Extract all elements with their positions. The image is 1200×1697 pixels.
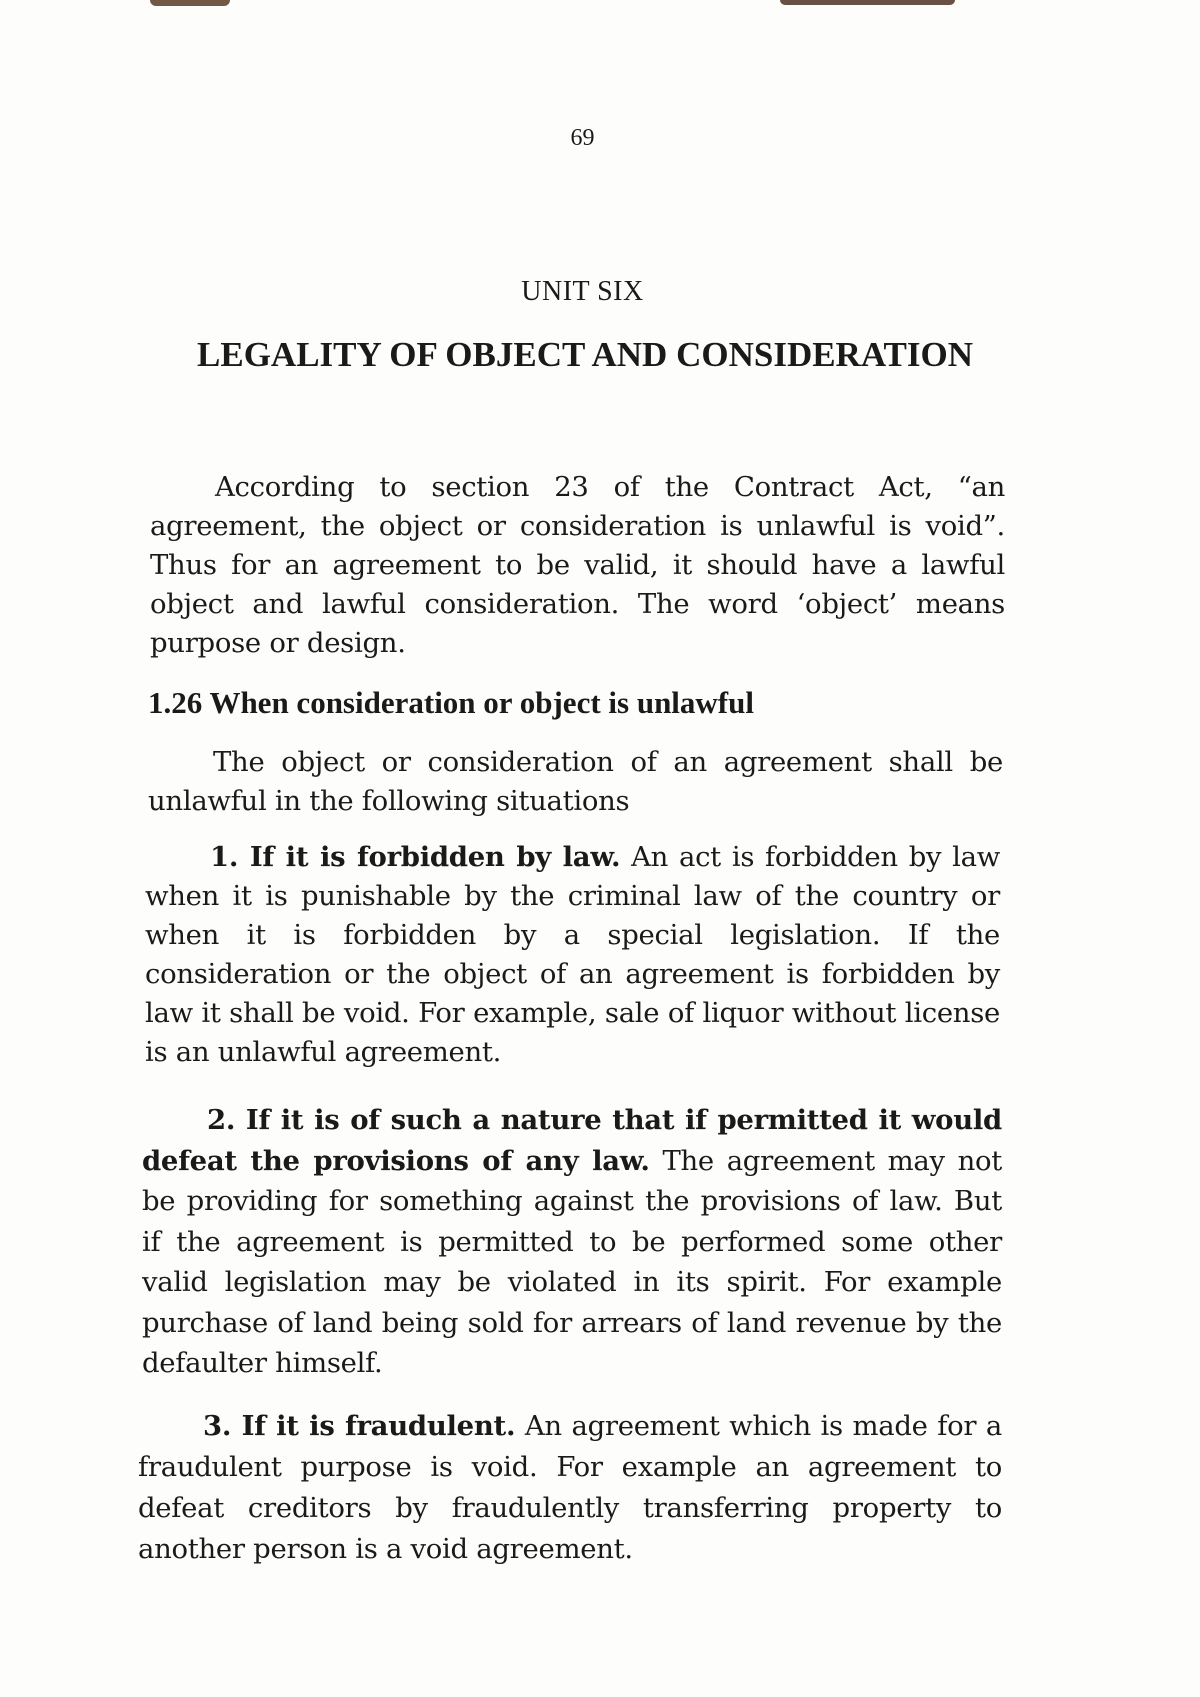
list-item-lead: 3. If it is fraudulent. — [203, 1410, 516, 1442]
scan-edge-shadow-left — [150, 0, 230, 6]
unit-title: LEGALITY OF OBJECT AND CONSIDERATION — [197, 335, 973, 374]
list-item-lead: 2. If it is of such a nature that if permitted it would defeat the provisions of any law. — [142, 1104, 1002, 1177]
page-number: 69 — [570, 125, 595, 151]
list-item-text: An act is forbidden by law when it is punishable by the criminal law of the country or when it is forbidden by a special legislation. If the consideration or the object of an agreement is forbidden by law it shall be void. For example, sale of liquor without license is an unlawful agreement. — [145, 841, 1000, 1068]
list-item-fraudulent — [138, 1406, 1002, 1570]
unit-label: UNIT SIX — [521, 276, 644, 307]
list-item-defeats-law — [142, 1100, 1002, 1384]
list-item-text: An agreement which is made for a fraudulent purpose is void. For example an agreement to defeat creditors by fraudulently transferring property to another person is a void agreement. — [138, 1410, 1002, 1565]
list-item-forbidden-by-law — [145, 838, 1000, 1072]
list-item-text: The agreement may not be providing for something against the provisions of law. But if the agreement is permitted to be performed some other valid legislation may be violated in its spirit. For example purchase of land being sold for arrears of land revenue by the defaulter himself. — [142, 1144, 1003, 1379]
intro-paragraph: According to section 23 of the Contract Act, “an agreement, the object or consideration is unlawful is void”. Thus for an agreement to be valid, it should have a lawful object and lawful consideration. The word ‘object’ means purpose or design. — [150, 471, 1005, 659]
section-lead-paragraph: The object or consideration of an agreement shall be unlawful in the following situations — [148, 746, 1003, 817]
section-heading: 1.26 When consideration or object is unlawful — [148, 685, 754, 720]
scan-edge-shadow-right — [780, 0, 955, 5]
list-item-lead: 1. If it is forbidden by law. — [210, 841, 621, 873]
